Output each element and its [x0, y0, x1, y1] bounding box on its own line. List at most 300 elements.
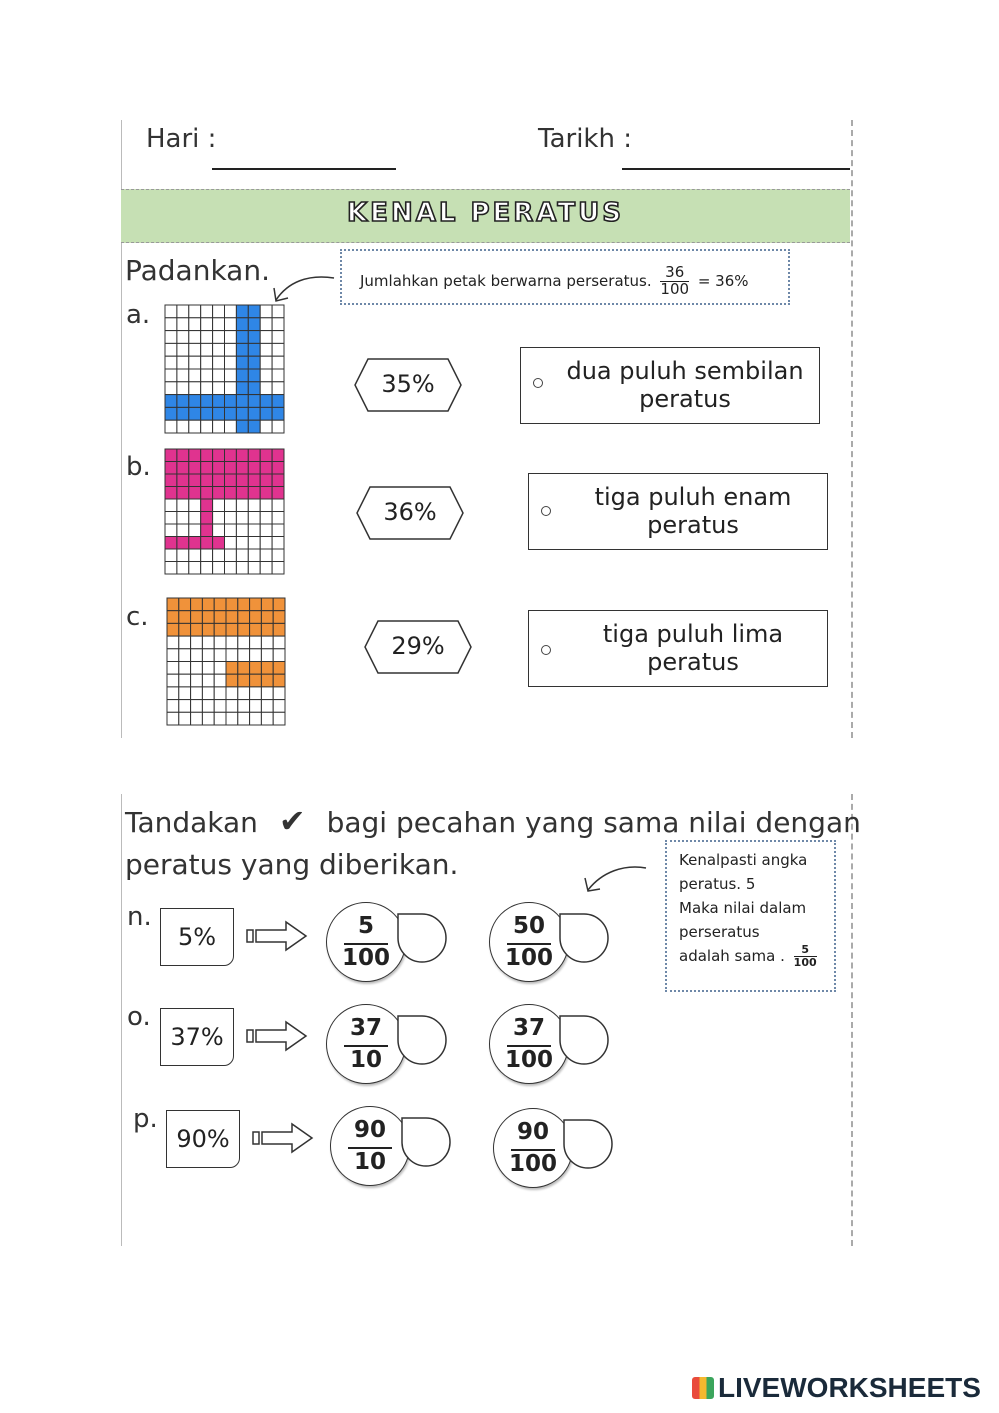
grid-cell	[179, 687, 191, 700]
grid-cell	[214, 611, 226, 624]
grid-cell	[250, 674, 262, 687]
grid-cell	[272, 549, 284, 562]
grid-cell	[189, 407, 201, 420]
grid-cell	[225, 474, 237, 487]
word-line1: dua puluh sembilan	[566, 357, 804, 385]
grid-cell	[260, 343, 272, 356]
grid-cell	[236, 343, 248, 356]
hint-box-2	[665, 840, 836, 992]
grid-cell	[165, 420, 177, 433]
grid-cell	[225, 449, 237, 462]
grid-cell	[273, 687, 285, 700]
grid-cell	[179, 611, 191, 624]
grid-cell	[189, 318, 201, 331]
pointer-arrow-icon	[268, 270, 338, 306]
grid-cell	[226, 611, 238, 624]
grid-cell	[167, 598, 179, 611]
grid-cell	[226, 662, 238, 675]
grid-cell	[272, 499, 284, 512]
grid-cell	[248, 474, 260, 487]
grid-cell	[213, 512, 225, 525]
hundred-grid-b	[164, 448, 285, 575]
grid-cell	[189, 474, 201, 487]
grid-cell	[236, 382, 248, 395]
grid-cell	[191, 687, 203, 700]
grid-cell	[250, 623, 262, 636]
hint-den: 100	[660, 279, 690, 298]
grid-cell	[167, 712, 179, 725]
grid-cell	[213, 462, 225, 475]
grid-cell	[248, 382, 260, 395]
fraction-den: 100	[508, 1151, 557, 1177]
fraction-option-p2[interactable]	[493, 1108, 573, 1188]
grid-cell	[189, 420, 201, 433]
row-label-p: p.	[133, 1104, 158, 1134]
grid-cell	[248, 537, 260, 550]
grid-cell	[225, 537, 237, 550]
grid-cell	[225, 499, 237, 512]
grid-cell	[179, 712, 191, 725]
hint2-den: 100	[793, 956, 817, 969]
grid-cell	[213, 356, 225, 369]
hundred-grid-a	[164, 304, 285, 434]
section2-instruction-line1	[125, 802, 861, 840]
grid-cell	[261, 700, 273, 713]
grid-cell	[248, 305, 260, 318]
grid-cell	[238, 611, 250, 624]
grid-cell	[201, 305, 213, 318]
grid-cell	[165, 318, 177, 331]
grid-cell	[167, 674, 179, 687]
grid-cell	[236, 537, 248, 550]
grid-cell	[213, 549, 225, 562]
pct-note-n	[160, 908, 234, 966]
grid-cell	[225, 512, 237, 525]
grid-cell	[248, 420, 260, 433]
grid-cell	[165, 499, 177, 512]
hint2-num: 5	[801, 943, 809, 957]
grid-cell	[236, 462, 248, 475]
grid-cell	[260, 499, 272, 512]
grid-cell	[213, 449, 225, 462]
grid-cell	[261, 636, 273, 649]
grid-cell	[225, 305, 237, 318]
grid-cell	[165, 382, 177, 395]
match-dot[interactable]	[541, 645, 551, 655]
grid-cell	[260, 369, 272, 382]
row-label-o: o.	[127, 1002, 151, 1032]
grid-cell	[260, 537, 272, 550]
grid-cell	[202, 687, 214, 700]
pct-value: 5%	[177, 923, 217, 951]
grid-cell	[260, 462, 272, 475]
grid-cell	[260, 512, 272, 525]
grid-cell	[272, 369, 284, 382]
fraction-option-n1[interactable]	[326, 902, 406, 982]
grid-cell	[167, 636, 179, 649]
word-line1: tiga puluh enam	[594, 483, 792, 511]
grid-cell	[213, 382, 225, 395]
section1-instruction: Padankan.	[125, 254, 270, 287]
pct-hex-b[interactable]	[356, 486, 464, 540]
pct-hex-a[interactable]	[354, 358, 462, 412]
grid-cell	[189, 395, 201, 408]
grid-cell	[165, 343, 177, 356]
grid-cell	[272, 449, 284, 462]
grid-cell	[236, 305, 248, 318]
hint-text: Jumlahkan petak berwarna perseratus.	[360, 271, 652, 290]
grid-cell	[165, 537, 177, 550]
grid-cell	[272, 382, 284, 395]
fraction-den: 100	[504, 945, 553, 971]
grid-cell	[250, 712, 262, 725]
grid-cell	[225, 487, 237, 500]
grid-cell	[238, 712, 250, 725]
grid-cell	[250, 649, 262, 662]
checkbox-p1[interactable]	[400, 1116, 454, 1168]
grid-cell	[272, 474, 284, 487]
fraction-option-o2[interactable]	[489, 1004, 569, 1084]
grid-cell	[177, 369, 189, 382]
grid-cell	[177, 305, 189, 318]
item-label-a: a.	[126, 300, 151, 330]
pct-value: 36%	[383, 498, 437, 526]
grid-cell	[214, 623, 226, 636]
grid-cell	[213, 420, 225, 433]
pct-value: 37%	[170, 1023, 224, 1051]
grid-cell	[165, 474, 177, 487]
checkbox-p2[interactable]	[562, 1118, 616, 1170]
grid-cell	[225, 318, 237, 331]
grid-cell	[236, 331, 248, 344]
checkbox-n2[interactable]	[558, 912, 612, 964]
grid-cell	[260, 549, 272, 562]
grid-cell	[273, 649, 285, 662]
grid-cell	[248, 524, 260, 537]
grid-cell	[177, 318, 189, 331]
fraction-option-n2[interactable]	[489, 902, 569, 982]
grid-cell	[201, 395, 213, 408]
grid-cell	[260, 318, 272, 331]
row-label-n: n.	[127, 902, 152, 932]
grid-cell	[238, 623, 250, 636]
grid-cell	[213, 305, 225, 318]
grid-cell	[238, 674, 250, 687]
grid-cell	[202, 611, 214, 624]
grid-cell	[191, 611, 203, 624]
grid-cell	[248, 449, 260, 462]
pct-value: 29%	[391, 632, 445, 660]
grid-cell	[260, 474, 272, 487]
grid-cell	[189, 331, 201, 344]
pct-hex-c[interactable]	[364, 620, 472, 674]
grid-cell	[225, 562, 237, 575]
grid-cell	[273, 623, 285, 636]
grid-cell	[248, 512, 260, 525]
grid-cell	[273, 712, 285, 725]
grid-cell	[238, 700, 250, 713]
hint2-line4: perseratus	[679, 923, 760, 941]
fraction-num: 37	[349, 1015, 382, 1041]
grid-cell	[225, 382, 237, 395]
hint2-fraction	[794, 944, 817, 968]
grid-cell	[226, 623, 238, 636]
word-box-3[interactable]	[528, 610, 828, 687]
grid-cell	[236, 395, 248, 408]
grid-cell	[260, 562, 272, 575]
grid-cell	[165, 331, 177, 344]
grid-cell	[191, 598, 203, 611]
grid-cell	[238, 687, 250, 700]
grid-cell	[248, 331, 260, 344]
grid-cell	[201, 562, 213, 575]
hint2-line3: Maka nilai dalam	[679, 899, 807, 917]
grid-cell	[273, 662, 285, 675]
grid-cell	[238, 636, 250, 649]
grid-cell	[260, 449, 272, 462]
grid-cell	[202, 700, 214, 713]
grid-cell	[273, 611, 285, 624]
grid-cell	[213, 487, 225, 500]
grid-cell	[167, 662, 179, 675]
grid-cell	[201, 343, 213, 356]
hari-answer-line[interactable]	[212, 168, 396, 170]
fraction-num: 5	[357, 913, 374, 939]
logo-text: LIVEWORKSHEETS	[718, 1372, 981, 1403]
pct-value: 90%	[176, 1125, 230, 1153]
grid-cell	[179, 623, 191, 636]
grid-cell	[225, 407, 237, 420]
grid-cell	[201, 549, 213, 562]
grid-cell	[225, 549, 237, 562]
hint2-line2: peratus. 5	[679, 875, 756, 893]
grid-cell	[165, 407, 177, 420]
grid-cell	[272, 420, 284, 433]
grid-cell	[225, 395, 237, 408]
grid-cell	[214, 712, 226, 725]
grid-cell	[225, 462, 237, 475]
checkbox-n1[interactable]	[396, 912, 450, 964]
grid-cell	[167, 700, 179, 713]
checkbox-o2[interactable]	[558, 1014, 612, 1066]
grid-cell	[177, 382, 189, 395]
grid-cell	[191, 623, 203, 636]
grid-cell	[225, 356, 237, 369]
grid-cell	[177, 524, 189, 537]
arrow-right-icon	[246, 1020, 308, 1052]
grid-cell	[165, 449, 177, 462]
hint2-line1: Kenalpasti angka	[679, 851, 808, 869]
grid-cell	[272, 462, 284, 475]
grid-cell	[236, 487, 248, 500]
hundred-grid-c	[166, 597, 286, 726]
grid-cell	[272, 343, 284, 356]
grid-cell	[272, 395, 284, 408]
grid-cell	[225, 524, 237, 537]
fraction-den: 10	[349, 1047, 382, 1073]
grid-cell	[261, 611, 273, 624]
grid-cell	[213, 407, 225, 420]
word-box-1[interactable]	[520, 347, 820, 424]
instruction-tandakan: Tandakan	[125, 806, 258, 839]
grid-cell	[250, 611, 262, 624]
hari-label: Hari :	[146, 124, 217, 154]
grid-cell	[272, 562, 284, 575]
grid-cell	[165, 524, 177, 537]
grid-cell	[236, 524, 248, 537]
grid-cell	[248, 369, 260, 382]
fraction-num: 90	[516, 1119, 549, 1145]
fraction-option-p1[interactable]	[330, 1106, 410, 1186]
grid-cell	[201, 512, 213, 525]
grid-cell	[250, 636, 262, 649]
checkbox-o1[interactable]	[396, 1014, 450, 1066]
pct-note-p	[166, 1110, 240, 1168]
grid-cell	[201, 407, 213, 420]
grid-cell	[213, 369, 225, 382]
item-label-b: b.	[126, 452, 151, 482]
grid-cell	[201, 499, 213, 512]
grid-cell	[248, 407, 260, 420]
grid-cell	[177, 449, 189, 462]
grid-cell	[250, 598, 262, 611]
grid-cell	[201, 487, 213, 500]
grid-cell	[238, 662, 250, 675]
grid-cell	[272, 512, 284, 525]
grid-cell	[213, 537, 225, 550]
grid-cell	[261, 623, 273, 636]
grid-cell	[201, 449, 213, 462]
grid-cell	[236, 512, 248, 525]
grid-cell	[189, 462, 201, 475]
grid-cell	[272, 537, 284, 550]
tarikh-answer-line[interactable]	[622, 168, 850, 170]
grid-cell	[189, 562, 201, 575]
grid-cell	[191, 700, 203, 713]
grid-cell	[250, 700, 262, 713]
grid-cell	[165, 356, 177, 369]
word-box-2[interactable]	[528, 473, 828, 550]
grid-cell	[260, 356, 272, 369]
grid-cell	[248, 549, 260, 562]
grid-cell	[236, 369, 248, 382]
grid-cell	[201, 474, 213, 487]
fraction-option-o1[interactable]	[326, 1004, 406, 1084]
grid-cell	[272, 318, 284, 331]
grid-cell	[202, 636, 214, 649]
grid-cell	[202, 649, 214, 662]
arrow-right-icon	[246, 920, 308, 952]
grid-cell	[202, 623, 214, 636]
grid-cell	[191, 674, 203, 687]
grid-cell	[248, 395, 260, 408]
grid-cell	[225, 331, 237, 344]
grid-cell	[226, 636, 238, 649]
grid-cell	[165, 487, 177, 500]
grid-cell	[177, 512, 189, 525]
grid-cell	[177, 499, 189, 512]
grid-cell	[225, 420, 237, 433]
grid-cell	[213, 499, 225, 512]
grid-cell	[248, 343, 260, 356]
grid-cell	[189, 382, 201, 395]
grid-cell	[189, 356, 201, 369]
grid-cell	[236, 449, 248, 462]
grid-cell	[201, 462, 213, 475]
grid-cell	[201, 369, 213, 382]
grid-cell	[260, 395, 272, 408]
grid-cell	[214, 649, 226, 662]
grid-cell	[260, 420, 272, 433]
grid-cell	[179, 636, 191, 649]
grid-cell	[248, 562, 260, 575]
grid-cell	[261, 598, 273, 611]
grid-cell	[189, 512, 201, 525]
grid-cell	[189, 305, 201, 318]
grid-cell	[272, 331, 284, 344]
grid-cell	[179, 649, 191, 662]
grid-cell	[248, 318, 260, 331]
grid-cell	[236, 420, 248, 433]
grid-cell	[260, 487, 272, 500]
grid-cell	[202, 712, 214, 725]
match-dot[interactable]	[533, 378, 543, 388]
grid-cell	[177, 356, 189, 369]
grid-cell	[214, 662, 226, 675]
grid-cell	[214, 636, 226, 649]
grid-cell	[261, 712, 273, 725]
tarikh-label: Tarikh :	[538, 124, 632, 154]
grid-cell	[260, 407, 272, 420]
grid-cell	[213, 331, 225, 344]
grid-cell	[167, 611, 179, 624]
grid-cell	[260, 524, 272, 537]
grid-cell	[201, 537, 213, 550]
grid-cell	[236, 474, 248, 487]
grid-cell	[177, 549, 189, 562]
arrow-right-icon	[252, 1122, 314, 1154]
grid-cell	[214, 687, 226, 700]
grid-cell	[238, 598, 250, 611]
match-dot[interactable]	[541, 506, 551, 516]
grid-cell	[236, 318, 248, 331]
title-banner	[121, 189, 850, 243]
grid-cell	[238, 649, 250, 662]
grid-cell	[165, 395, 177, 408]
fraction-num: 37	[512, 1015, 545, 1041]
grid-cell	[191, 662, 203, 675]
grid-cell	[189, 343, 201, 356]
grid-cell	[225, 343, 237, 356]
grid-cell	[236, 549, 248, 562]
grid-cell	[191, 636, 203, 649]
grid-cell	[189, 524, 201, 537]
grid-cell	[189, 549, 201, 562]
grid-cell	[177, 474, 189, 487]
grid-cell	[177, 420, 189, 433]
grid-cell	[179, 598, 191, 611]
grid-cell	[189, 537, 201, 550]
grid-cell	[272, 407, 284, 420]
grid-cell	[225, 369, 237, 382]
section2-instruction-line2: peratus yang diberikan.	[125, 848, 459, 881]
pct-value: 35%	[381, 370, 435, 398]
fraction-den: 10	[353, 1149, 386, 1175]
grid-cell	[261, 649, 273, 662]
grid-cell	[202, 674, 214, 687]
check-icon: ✔	[278, 802, 306, 840]
grid-cell	[226, 674, 238, 687]
